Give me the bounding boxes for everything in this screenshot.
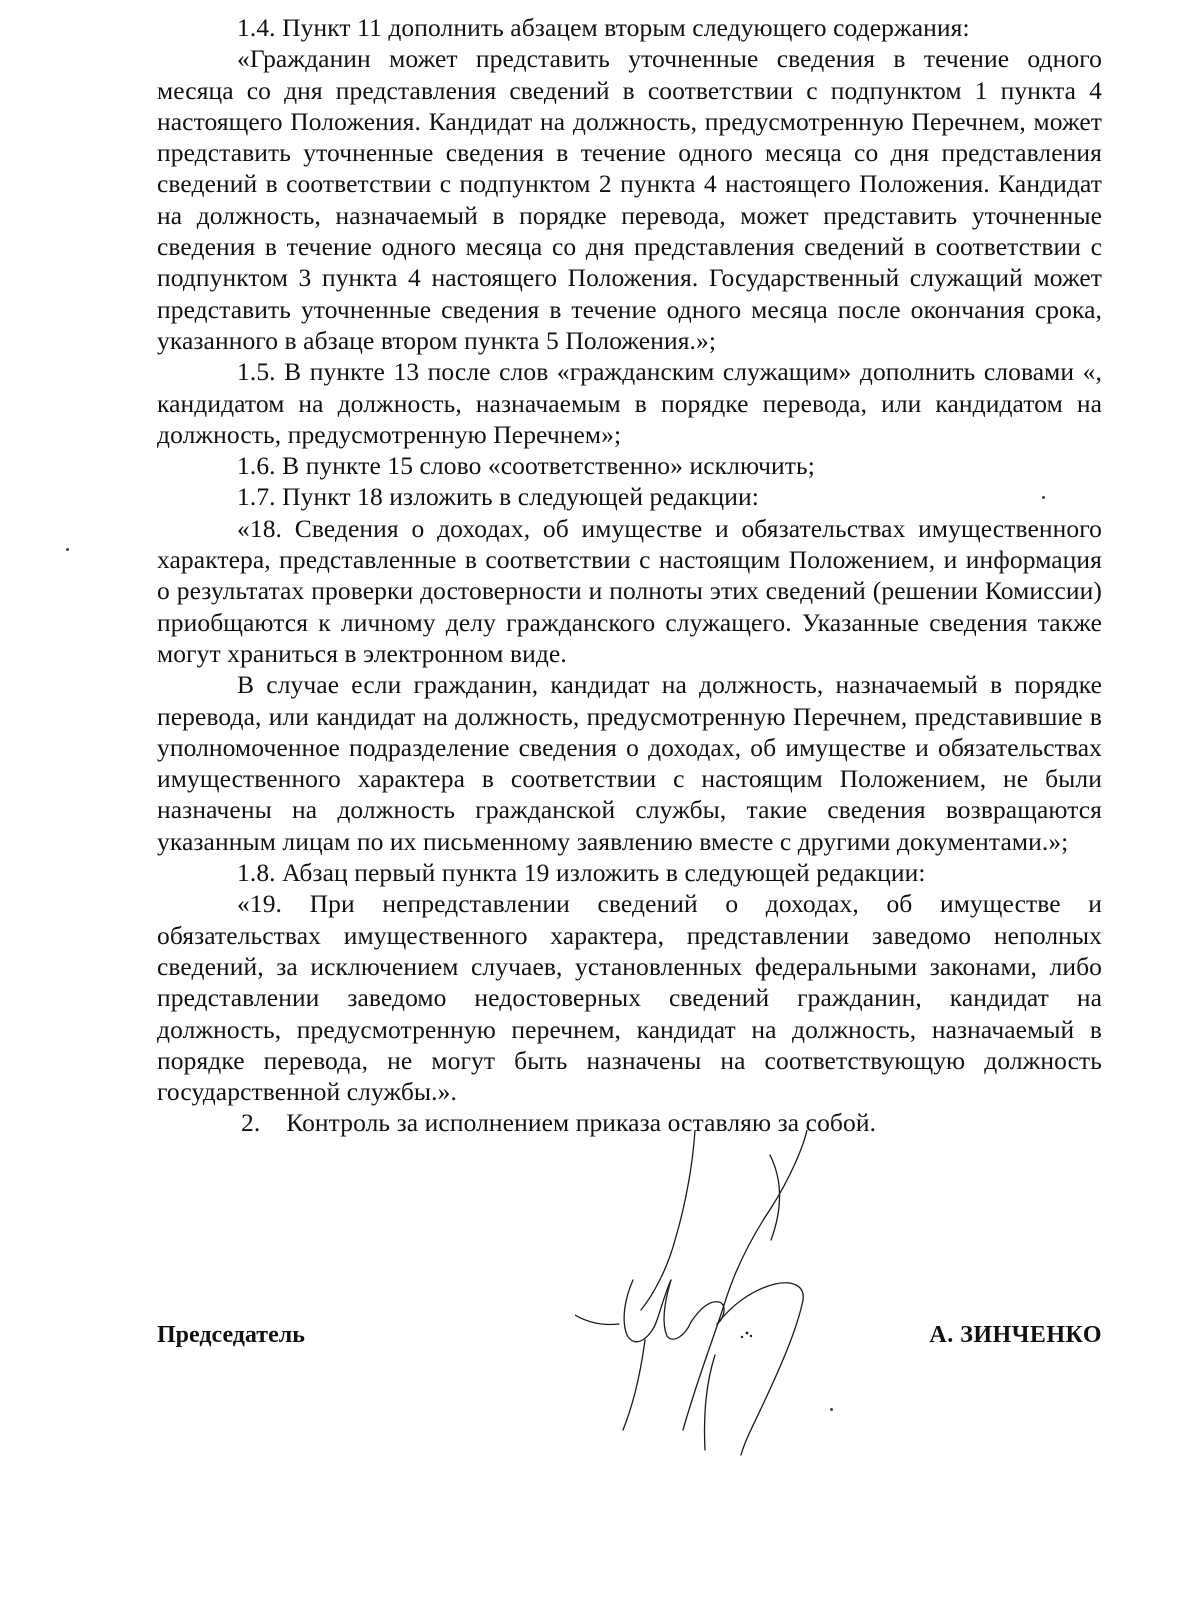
scan-speck	[830, 1408, 833, 1411]
paragraph-1-4: 1.4. Пункт 11 дополнить абзацем вторым следующего содержания:	[237, 13, 970, 42]
paragraph-2: 2. Контроль за исполнением приказа оставляю за собой.	[241, 1108, 877, 1138]
signature-block	[157, 1322, 1102, 1362]
paragraph-1-7-quote-2: В случае если гражданин, кандидат на должность, назначаемый в порядке перевода, или кандидат на должность, предусмотренную Перечнем, представившие в уполномоченное подразделение сведения о доходах, об имуществе и обязательствах имущественного характера в соответствии с настоящим Положением, не были назначены на должность гражданской службы, такие сведения возвращаются указанным лицам по их письменному заявлению вместе с другими документами.»;	[157, 670, 1102, 856]
document-body	[157, 12, 1102, 1139]
paragraph-1-5: 1.5. В пункте 13 после слов «гражданским служащим» дополнить словами «, кандидатом на должность, назначаемым в порядке перевода, или кандидатом на должность, предусмотренную Перечнем»;	[157, 357, 1102, 449]
paragraph-1-7: 1.7. Пункт 18 изложить в следующей редакции:	[237, 482, 759, 512]
paragraph-1-8: 1.8. Абзац первый пункта 19 изложить в следующей редакции:	[237, 858, 926, 888]
signatory-title: Председатель	[157, 1322, 305, 1348]
signatory-name: А. ЗИНЧЕНКО	[929, 1322, 1102, 1348]
handwritten-signature	[575, 1130, 835, 1460]
scan-speck	[66, 548, 69, 551]
scan-speck	[1042, 496, 1045, 499]
paragraph-1-6: 1.6. В пункте 15 слово «соответственно» исключить;	[237, 451, 815, 481]
paragraph-1-4-quote: «Гражданин может представить уточненные сведения в течение одного месяца со дня представления сведений в соответствии с подпунктом 1 пункта 4 настоящего Положения. Кандидат на должность, предусмотренную Перечнем, может представить уточненные сведения в течение одного месяца со дня представления сведений в соответствии с подпунктом 2 пункта 4 настоящего Положения. Кандидат на должность, назначаемый в порядке перевода, может представить уточненные сведения в течение одного месяца со дня представления сведений в соответствии с подпунктом 3 пункта 4 настоящего Положения. Государственный служащий может представить уточненные сведения в течение одного месяца после окончания срока, указанного в абзаце втором пункта 5 Положения.»;	[157, 44, 1102, 355]
paragraph-1-8-quote: «19. При непредставлении сведений о доходах, об имуществе и обязательствах имущественного характера, представлении заведомо неполных сведений, за исключением случаев, установленных федеральными законами, либо представлении заведомо недостоверных сведений гражданин, кандидат на должность, предусмотренную перечнем, кандидат на должность, назначаемый в порядке перевода, не могут быть назначены на соответствующую должность государственной службы.».	[157, 889, 1102, 1107]
paragraph-1-7-quote: «18. Сведения о доходах, об имуществе и обязательствах имущественного характера, представленные в соответствии с настоящим Положением, и информация о результатах проверки достоверности и полноты этих сведений (решении Комиссии) приобщаются к личному делу гражданского служащего. Указанные сведения также могут храниться в электронном виде.	[157, 513, 1102, 668]
